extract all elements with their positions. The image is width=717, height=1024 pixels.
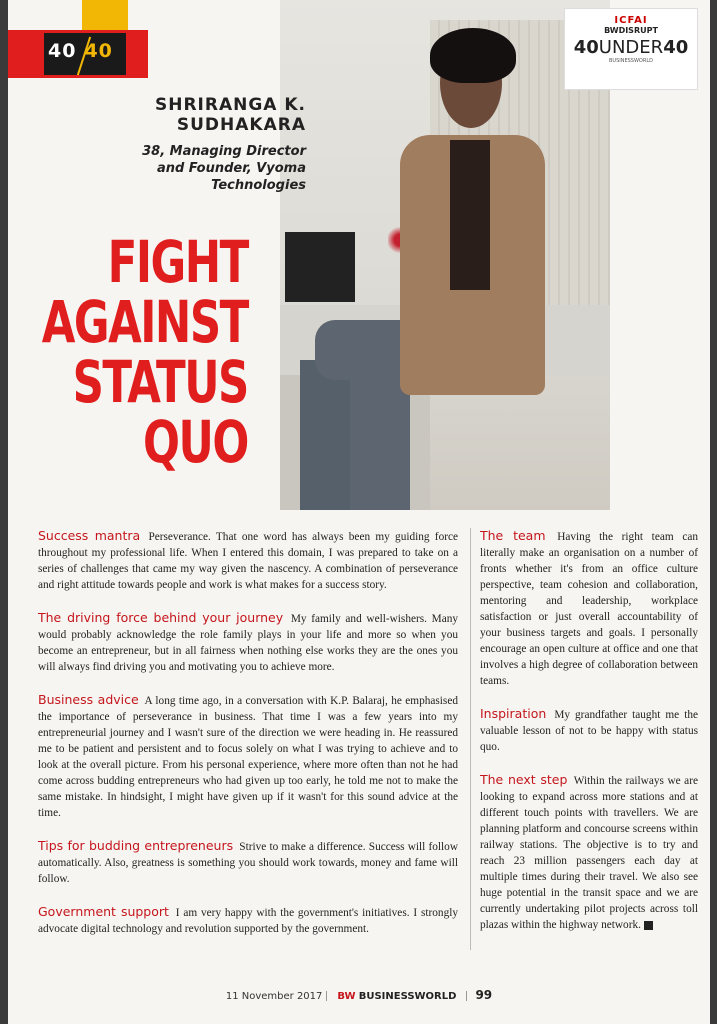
section-body: Having the right team can literally make an organisation on a number of fronts whether it's from an office culture perspective, team cohesion and collaboration, mentoring and leadership, workplace satisfaction or just overall accountability of your business targets and goals. I personally encourage an open culture at office and one that involves a high degree of collaboration between teams. [480, 531, 698, 687]
left-column [38, 528, 458, 954]
headline-line1: FIGHT [107, 228, 248, 296]
section-driving-force [38, 610, 458, 675]
section-body: Perseverance. That one word has always been my guiding force throughout my professional life. When I entered this domain, I was prepared to take on a series of challenges that came my way given the nascency. A combination of perseverance and right attitude towards people and work is what makes for a success story. [38, 531, 459, 591]
footer-bw-logo: BW [337, 991, 356, 1002]
right-column [470, 528, 698, 950]
profile-name-2: SUDHAKARA [176, 115, 306, 135]
section-tips [38, 838, 458, 887]
badge-sub: BUSINESSWORLD [609, 58, 653, 64]
section-team [480, 528, 698, 689]
section-heading: Tips for budding entrepreneurs [38, 838, 234, 853]
section-heading: Inspiration [480, 706, 547, 721]
section-body: My grandfather taught me the valuable lesson of not to be happy with status quo. [480, 709, 699, 753]
badge-title-c: 40 [663, 37, 689, 58]
section-body: My family and well-wishers. Many would probably acknowledge the role family plays in your life and more so when you become an entrepreneur, but in all fairness when nothing else works they are the ones you will always find driving you and motivating you to achieve more. [38, 613, 459, 673]
footer-date: 11 November 2017 [225, 991, 323, 1002]
monitor [285, 232, 355, 302]
section-body: I am very happy with the government's initiatives. I strongly advocate digital technology and revolution supported by the government. [38, 907, 459, 935]
section-heading: The next step [480, 772, 568, 787]
footer-separator [326, 991, 327, 1001]
section-heading: The driving force behind your journey [38, 610, 284, 625]
badge-mid: BWDISRUPT [604, 26, 658, 35]
page-footer [8, 988, 710, 1002]
section-logo-part2: 40 [84, 40, 113, 62]
section-body: Strive to make a difference. Success will follow automatically. Also, greatness is something you should work towards, money and fame will follow. [38, 841, 458, 885]
portrait-photo [280, 0, 610, 510]
section-next-step [480, 772, 698, 933]
section-body: A long time ago, in a conversation with K.P. Balaraj, he emphasised the importance of perseverance in business. That time I was a few years into my entrepreneurial journey and I wasn't sure of the direction we were heading in. He reassured me to be patient and persistent and to focus solely on what I was trying to achieve and to look at the overall picture. From his personal experience, where more often than not he had come across budding entrepreneurs who had given up too early, he told me not to make the same mistake. In hindsight, I might have given up if it wasn't for this sound advice at the time. [38, 695, 458, 819]
footer-brand: BUSINESSWORLD [358, 991, 457, 1002]
profile-role [142, 143, 306, 194]
section-heading: The team [480, 528, 546, 543]
badge-top: ICFAI [614, 15, 648, 26]
profile-role-3: Technologies [211, 178, 306, 193]
section-heading: Success mantra [38, 528, 141, 543]
profile-role-2: and Founder, Vyoma [156, 161, 306, 176]
section-inspiration [480, 706, 698, 755]
forty-under-forty-badge [564, 8, 698, 90]
section-government-support [38, 904, 458, 937]
section-heading: Business advice [38, 692, 139, 707]
profile-block [142, 95, 306, 194]
section-heading: Government support [38, 904, 169, 919]
badge-title-a: 40 [573, 37, 599, 58]
person-shirt [450, 140, 490, 290]
end-mark-icon [644, 921, 653, 930]
headline-line2: AGAINST [41, 288, 248, 356]
section-success-mantra [38, 528, 458, 593]
section-logo-part1: 40 [48, 40, 77, 62]
headline-line4: QUO [143, 408, 248, 476]
badge-title-b: UNDER [598, 37, 664, 58]
profile-role-1: 38, Managing Director [142, 144, 306, 159]
headline [41, 228, 248, 476]
footer-separator [466, 991, 467, 1001]
section-business-advice [38, 692, 458, 821]
headline-line3: STATUS [72, 348, 248, 416]
badge-title [565, 37, 697, 58]
magazine-page [8, 0, 710, 1024]
page-number: 99 [475, 988, 493, 1002]
section-logo [48, 40, 113, 62]
person-leg-left [300, 360, 350, 510]
person-hair [430, 28, 516, 83]
section-body: Within the railways we are looking to expand across more stations and at different touch points with travellers. We are planning platform and concourse screens within railway stations. The objective is to try and reach 23 million passengers each day at multiple times during their travel. We also see huge potential in the transit space and we are currently undertaking pilot projects across toll plazas within the highway network. [480, 775, 698, 931]
profile-name-1: SHRIRANGA K. [154, 95, 306, 115]
